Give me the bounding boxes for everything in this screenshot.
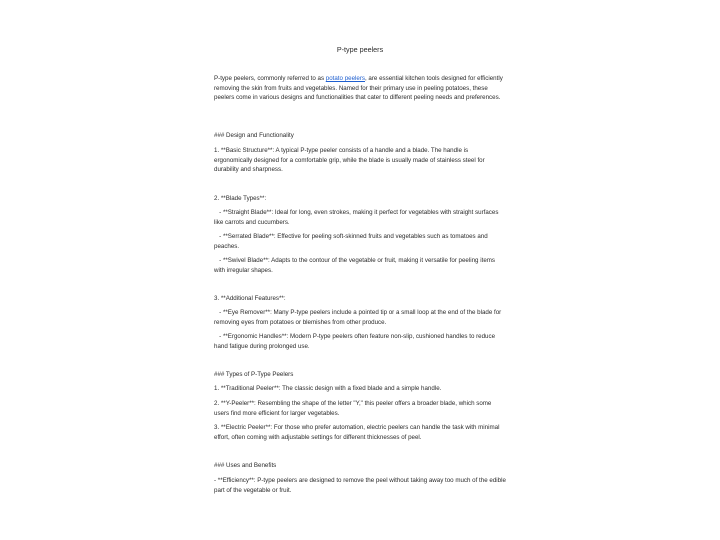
eye-remover-paragraph: - **Eye Remover**: Many P-type peelers include a pointed tip or a small loop at the end of the blade for removing eyes from potatoes or blemishes from other produce. (214, 309, 503, 326)
additional-features-heading: 3. **Additional Features**: (214, 295, 286, 302)
document-title: P-type peelers (336, 45, 384, 54)
straight-blade-paragraph: - **Straight Blade**: Ideal for long, even strokes, making it perfect for vegetables with straight surfaces like carrots and cucumbers. (214, 209, 501, 226)
traditional-peeler-paragraph: 1. **Traditional Peeler**: The classic design with a fixed blade and a simple handle. (214, 385, 442, 392)
design-functionality-heading: ### Design and Functionality (214, 132, 294, 139)
potato-peelers-link[interactable]: potato peelers (325, 75, 365, 82)
types-heading: ### Types of P-Type Peelers (214, 371, 294, 378)
intro-paragraph (214, 74, 506, 103)
swivel-blade-paragraph: - **Swivel Blade**: Adapts to the contour of the vegetable or fruit, making it versatile for peeling items with irregular shapes. (214, 257, 497, 274)
ergonomic-handles-paragraph: - **Ergonomic Handles**: Modern P-type peelers often feature non-slip, cushioned handles to reduce hand fatigue during prolonged use. (214, 333, 497, 350)
serrated-blade-paragraph: - **Serrated Blade**: Effective for peeling soft-skinned fruits and vegetables such as tomatoes and peaches. (214, 233, 490, 250)
blade-types-heading: 2. **Blade Types**: (214, 195, 267, 202)
electric-peeler-paragraph: 3. **Electric Peeler**: For those who prefer automation, electric peelers can handle the task with minimal effort, often coming with adjustable settings for different thicknesses of peel. (214, 424, 500, 441)
efficiency-paragraph: - **Efficiency**: P-type peelers are designed to remove the peel without taking away too much of the edible part of the vegetable or fruit. (214, 477, 506, 494)
y-peeler-paragraph: 2. **Y-Peeler**: Resembling the shape of the letter "Y," this peeler offers a broader blade, which some users find more efficient for larger vegetables. (214, 400, 492, 417)
intro-text-start: P-type peelers, commonly referred to as (214, 75, 326, 82)
basic-structure-paragraph: 1. **Basic Structure**: A typical P-type peeler consists of a handle and a blade. The handle is ergonomically designed for a comfortable grip, while the blade is usually made of stainless steel for durability and sharpness. (214, 147, 485, 174)
intro-text-end: , are essential kitchen tools designed for efficiently removing the skin from fruits and vegetables. Named for their primary use in peeling potatoes, these peelers come in various designs and functionalities that cater to different peeling needs and preferences. (214, 75, 503, 102)
uses-benefits-heading: ### Uses and Benefits (214, 462, 277, 469)
